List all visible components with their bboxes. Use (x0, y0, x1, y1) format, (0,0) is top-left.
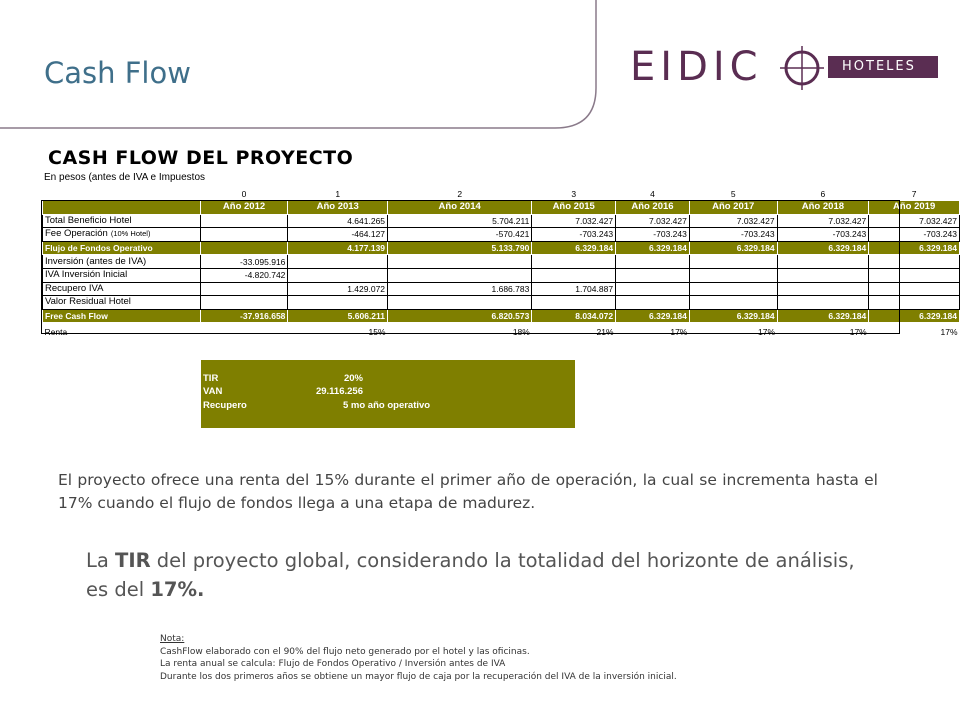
table-cell (288, 255, 388, 269)
index-cell: 3 (571, 189, 577, 199)
notes-heading: Nota: (160, 634, 185, 644)
row-label-text: Free Cash Flow (45, 311, 108, 322)
index-cell: 1 (335, 189, 341, 199)
renta-cell: 17% (758, 327, 776, 338)
table-row (43, 214, 960, 228)
para2-c: del proyecto global, considerando la totalidad del horizonte de análisis, es del (86, 549, 855, 601)
para2-value: 17%. (150, 578, 205, 601)
cash-flow-table (42, 188, 960, 341)
year-header-cell: Año 2012 (200, 201, 288, 215)
table-cell (616, 282, 690, 296)
table-row (43, 268, 960, 282)
year-header-cell: Año 2013 (288, 201, 388, 215)
table-cell: 6.820.573 (388, 309, 532, 323)
recupero-label: Recupero (203, 400, 247, 411)
table-cell: 7.032.427 (532, 214, 616, 228)
index-cell: 5 (730, 189, 736, 199)
year-header-cell: Año 2017 (689, 201, 777, 215)
table-cell: 5.606.211 (288, 309, 388, 323)
table-cell: 6.329.184 (777, 241, 869, 255)
van-label: VAN (203, 386, 223, 397)
table-cell (689, 296, 777, 310)
tir-label: TIR (203, 373, 219, 384)
logo-badge: HOTELES (828, 56, 938, 78)
renta-cell: 15% (368, 327, 386, 338)
table-cell (532, 255, 616, 269)
table-cell: -33.095.916 (200, 255, 288, 269)
table-row (43, 282, 960, 296)
table-cell: 1.704.887 (532, 282, 616, 296)
table-cell: 7.032.427 (869, 214, 960, 228)
index-cell: 0 (241, 189, 247, 199)
row-label (43, 255, 201, 269)
table-cell (288, 268, 388, 282)
table-cell (288, 296, 388, 310)
index-cell: 4 (650, 189, 655, 199)
row-label (43, 241, 201, 255)
table-cell: 6.329.184 (869, 309, 960, 323)
table-cell: -703.243 (616, 228, 690, 242)
table-cell (532, 296, 616, 310)
table-cell (869, 282, 960, 296)
row-label (43, 282, 201, 296)
table-cell: 1.429.072 (288, 282, 388, 296)
table-cell (777, 282, 869, 296)
table-cell (200, 282, 288, 296)
van-value: 29.116.256 (315, 386, 363, 397)
year-header-cell: Año 2019 (869, 201, 960, 215)
table-cell (777, 268, 869, 282)
table-cell: 7.032.427 (689, 214, 777, 228)
sheet-subtitle: En pesos (antes de IVA e Impuestos (44, 172, 206, 183)
table-row (43, 296, 960, 310)
table-cell: -703.243 (777, 228, 869, 242)
index-cell-blank (43, 188, 201, 201)
table-cell (777, 255, 869, 269)
row-label-text: IVA Inversión Inicial (45, 269, 128, 281)
renta-cell: 21% (596, 327, 614, 338)
table-row (43, 241, 960, 255)
table-cell: 7.032.427 (616, 214, 690, 228)
notes (160, 633, 677, 683)
table-cell: 6.329.184 (616, 241, 690, 255)
index-cell: 2 (457, 189, 463, 199)
table-cell (200, 241, 288, 255)
table-cell: -464.127 (288, 228, 388, 242)
paragraph-renta: El proyecto ofrece una renta del 15% durante el primer año de operación, la cual se incrementa hasta el 17% cuando el flujo de fondos llega a una etapa de madurez. (58, 471, 878, 512)
row-label (43, 268, 201, 282)
row-label (43, 309, 201, 323)
table-cell (616, 255, 690, 269)
row-label-text: Inversión (antes de IVA) (45, 255, 147, 267)
table-cell (616, 268, 690, 282)
table-cell (200, 214, 288, 228)
table-cell: -703.243 (532, 228, 616, 242)
table-cell: -37.916.658 (200, 309, 288, 323)
row-label-text: Total Beneficio Hotel (45, 214, 132, 226)
sheet-title: CASH FLOW DEL PROYECTO (48, 147, 354, 169)
row-label-text: Fee Operación (45, 228, 108, 240)
renta-cell: 18% (512, 327, 530, 338)
table-cell: 6.329.184 (777, 309, 869, 323)
table-cell (388, 255, 532, 269)
logo-word: EIDIC (630, 44, 763, 90)
table-cell: 6.329.184 (689, 241, 777, 255)
row-label-text: Flujo de Fondos Operativo (45, 243, 153, 254)
table-cell: 6.329.184 (869, 241, 960, 255)
table-cell (869, 268, 960, 282)
year-header-cell: Año 2014 (388, 201, 532, 215)
note-line: La renta anual se calcula: Flujo de Fondos Operativo / Inversión antes de IVA (160, 659, 506, 670)
row-label-text: Valor Residual Hotel (45, 296, 131, 308)
table-cell (532, 268, 616, 282)
table-cell: -703.243 (869, 228, 960, 242)
table-cell: 4.177.139 (288, 241, 388, 255)
table-cell: 5.704.211 (388, 214, 532, 228)
renta-cell (200, 323, 288, 342)
summary-box (201, 360, 575, 428)
row-label-note: (10% Hotel) (110, 229, 151, 239)
row-label (43, 228, 201, 242)
renta-label: Renta (44, 327, 68, 338)
year-header-cell: Año 2018 (777, 201, 869, 215)
table-cell: -570.421 (388, 228, 532, 242)
para2-a: La (86, 549, 116, 572)
para2-tir: TIR (115, 549, 151, 572)
year-header-cell: Año 2015 (532, 201, 616, 215)
page-title: Cash Flow (44, 56, 191, 90)
table-cell: -703.243 (689, 228, 777, 242)
table-cell (616, 296, 690, 310)
index-cell: 6 (820, 189, 826, 199)
row-label (43, 214, 201, 228)
table-cell (200, 296, 288, 310)
table-cell (689, 255, 777, 269)
renta-cell: 17% (670, 327, 688, 338)
row-label-text: Recupero IVA (45, 282, 104, 294)
tir-value: 20% (343, 373, 363, 384)
renta-cell: 17% (940, 327, 958, 338)
table-cell: 4.641.265 (288, 214, 388, 228)
table-cell (777, 296, 869, 310)
table-cell (200, 228, 288, 242)
table-cell (388, 296, 532, 310)
header-cell-blank (43, 201, 201, 215)
table-cell: 1.686.783 (388, 282, 532, 296)
row-label (43, 296, 201, 310)
note-line: Durante los dos primeros años se obtiene un mayor flujo de caja por la recuperación del IVA de la inversión inicial. (160, 671, 677, 682)
logo-target-icon (780, 46, 824, 90)
table-row (43, 255, 960, 269)
table-row (43, 309, 960, 323)
table-cell: 6.329.184 (689, 309, 777, 323)
index-cell: 7 (911, 189, 917, 199)
year-header-row (43, 201, 960, 215)
table-cell (869, 255, 960, 269)
eidico-logo (630, 44, 940, 90)
table-cell: 5.133.790 (388, 241, 532, 255)
index-row (43, 188, 960, 201)
renta-cell: 17% (849, 327, 867, 338)
year-header-cell: Año 2016 (616, 201, 690, 215)
table-cell (689, 282, 777, 296)
table-row (43, 228, 960, 242)
table-cell: 6.329.184 (616, 309, 690, 323)
table-cell (869, 296, 960, 310)
table-cell: 8.034.072 (532, 309, 616, 323)
table-cell (689, 268, 777, 282)
paragraph-tir (86, 546, 876, 604)
note-line: CashFlow elaborado con el 90% del flujo neto generado por el hotel y las oficinas. (160, 646, 530, 657)
table-cell: -4.820.742 (200, 268, 288, 282)
recupero-value: 5 mo año operativo (343, 400, 431, 411)
table-cell: 7.032.427 (777, 214, 869, 228)
table-cell: 6.329.184 (532, 241, 616, 255)
table-cell (388, 268, 532, 282)
renta-row (43, 323, 960, 342)
